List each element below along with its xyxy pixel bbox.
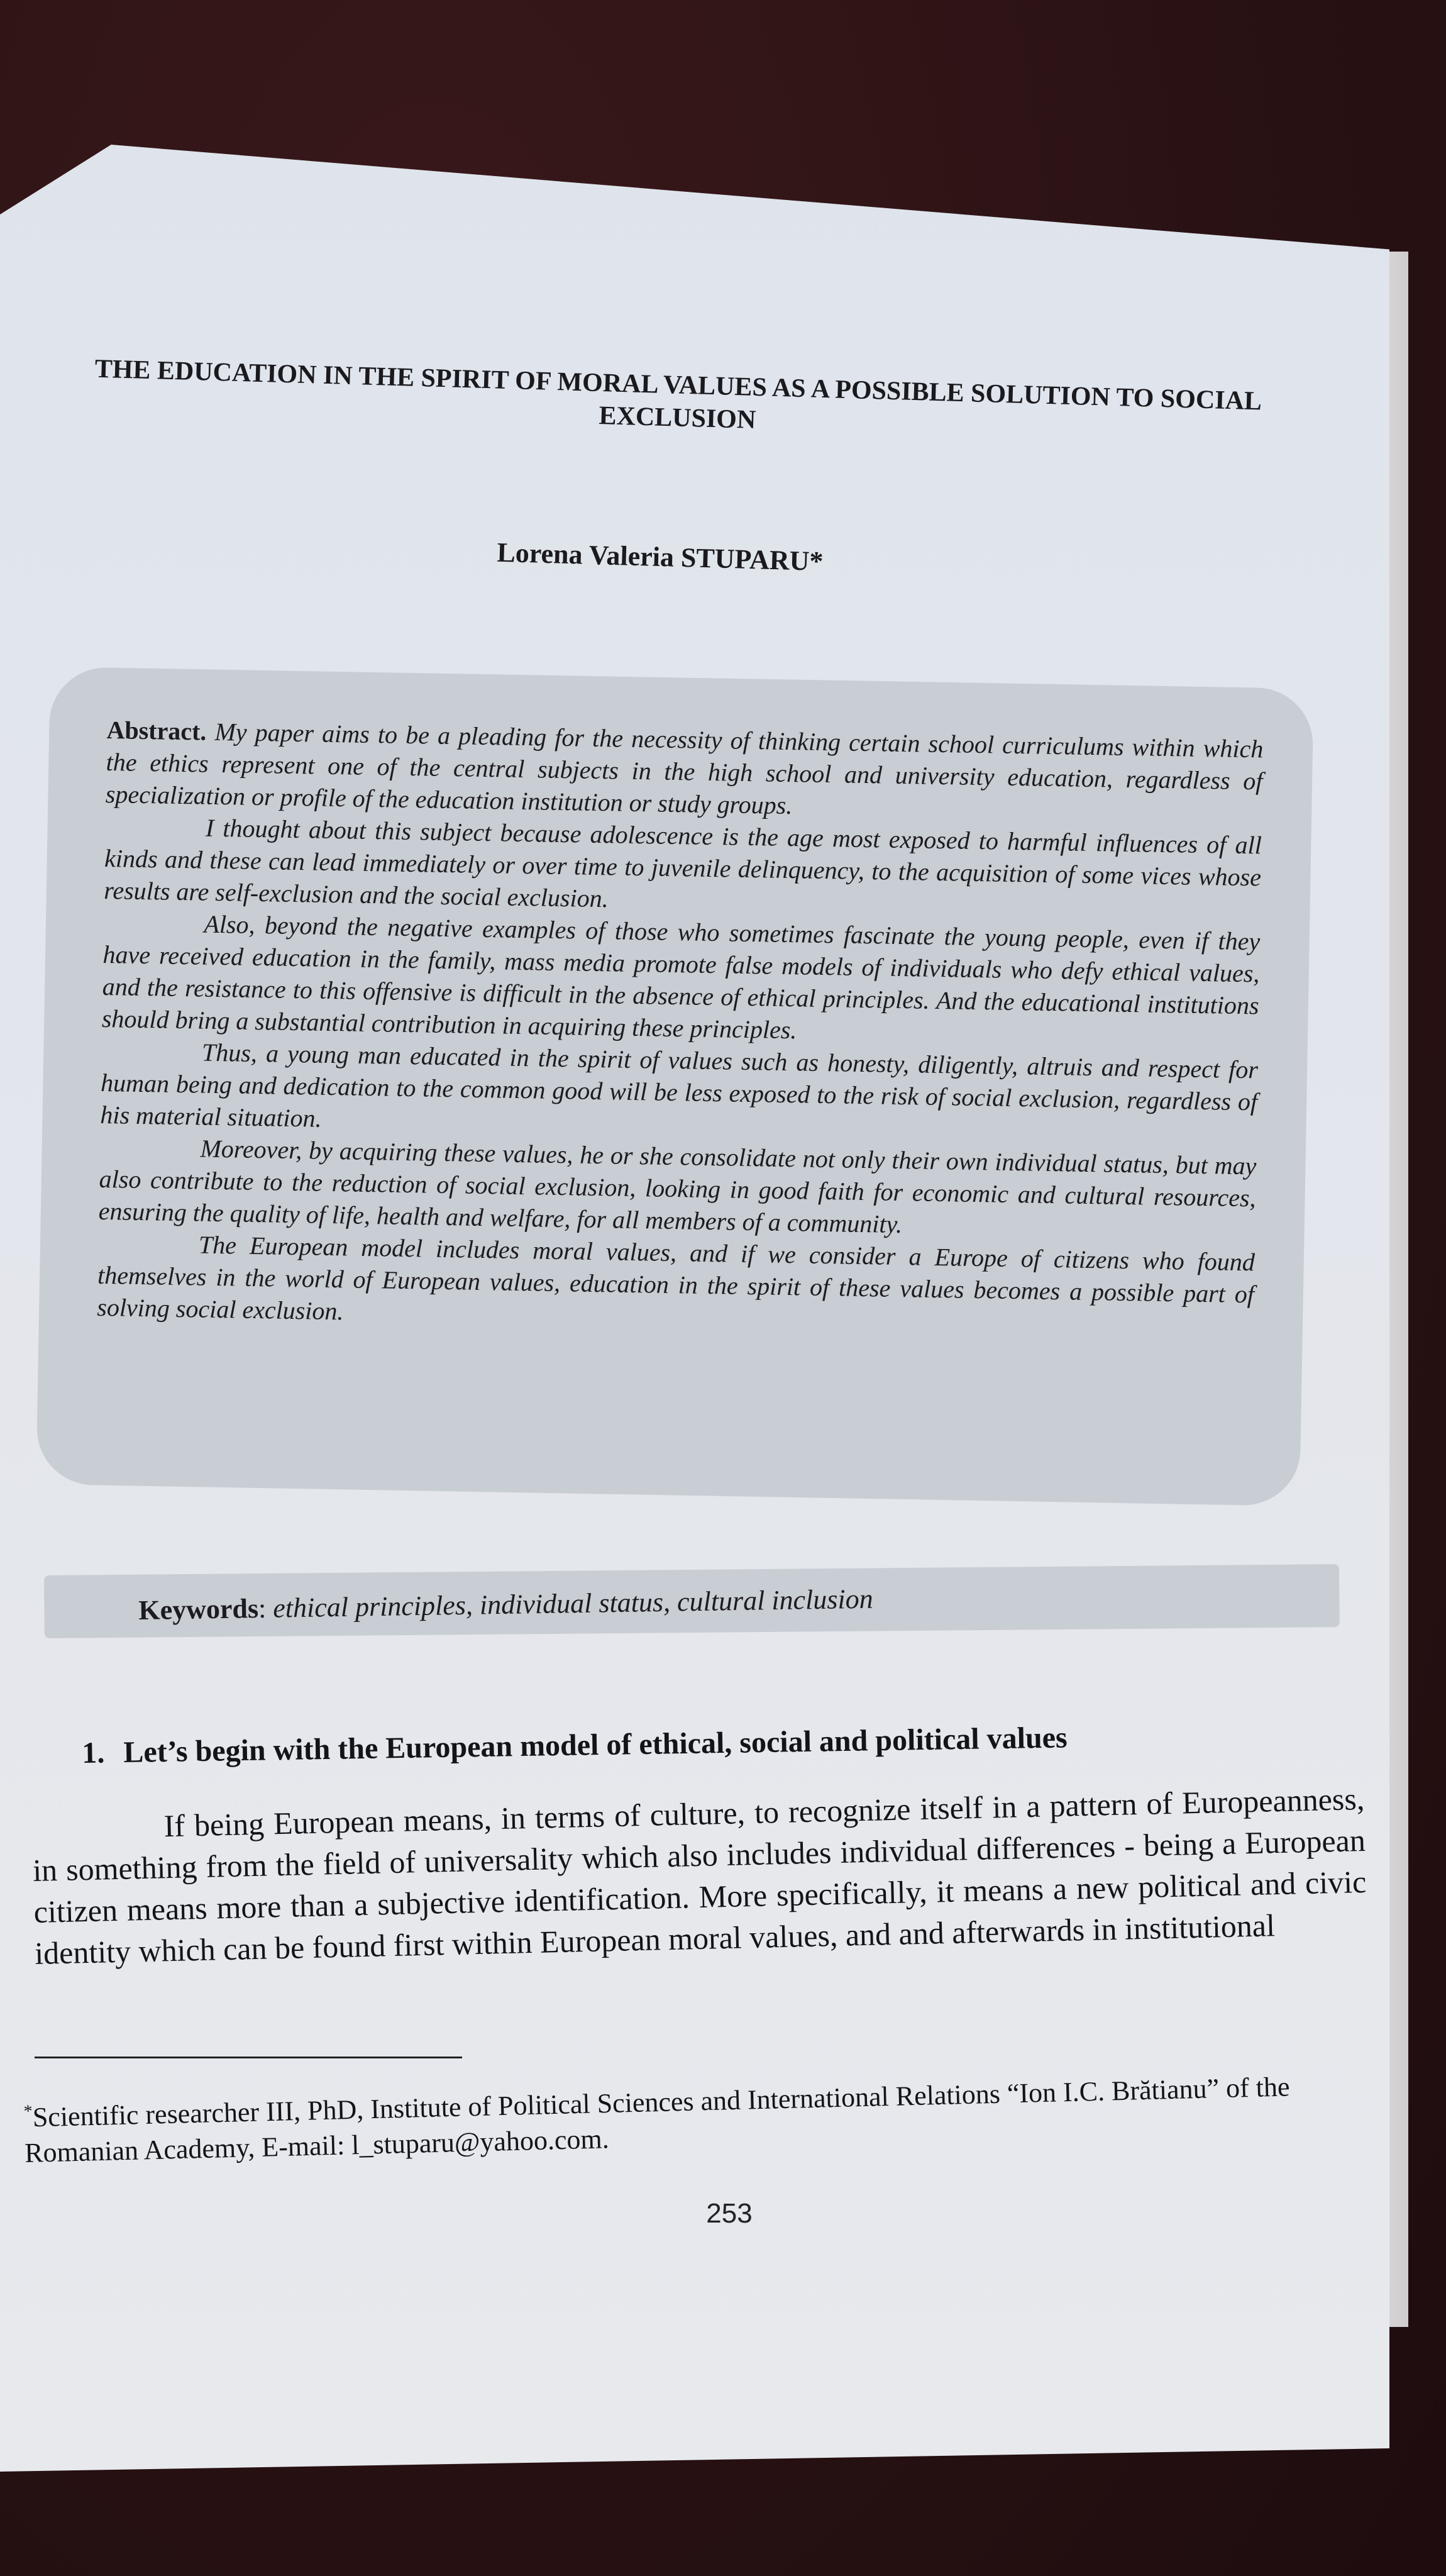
- section-body: [31, 1778, 1367, 1974]
- footnote-marker: *: [23, 2101, 33, 2121]
- paper-title: THE EDUCATION IN THE SPIRIT OF MORAL VALUES AS A POSSIBLE SOLUTION TO SOCIAL EXCLUSION: [94, 354, 1262, 435]
- abstract-paragraph-6: The European model includes moral values, and if we consider a Europe of citizens who found themselves in the world of European values, education in the spirit of these values becomes a possible part of solving social exclusion.: [96, 1230, 1256, 1326]
- abstract-paragraph-4: Thus, a young man educated in the spirit of values such as honesty, diligently, altruis and respect for human being and dedication to the common good will be less exposed to the risk of social exclusion, regardless of his material situation.: [100, 1038, 1259, 1133]
- section-title: Let’s begin with the European model of ethical, social and political values: [123, 1721, 1068, 1769]
- section-number: 1.: [82, 1736, 105, 1770]
- abstract-paragraph-3: Also, beyond the negative examples of those who sometimes fascinate the young people, even if they have received education in the family, mass media promote false models of individuals who defy ethical values, and the resistance to this offensive is difficult in the absence of ethical principles. And the educational institutions should bring a substantial contribution in acquiring these principles.: [101, 909, 1261, 1045]
- keywords-separator: :: [258, 1592, 267, 1624]
- footnote: [22, 2011, 1376, 2170]
- footnote-paragraph: [23, 2061, 1376, 2170]
- abstract-paragraph-2: I thought about this subject because adolescence is the age most exposed to harmful influences of all kinds and these can lead immediately or over time to juvenile delinquency, to the acquisition of some vices whose results are self-exclusion and the social exclusion.: [103, 813, 1262, 913]
- author-name: Lorena Valeria STUPARU*: [496, 536, 824, 577]
- keywords-label: Keywords: [138, 1593, 259, 1626]
- abstract: [97, 714, 1264, 1342]
- abstract-paragraph-1: [105, 714, 1263, 829]
- section-heading: [82, 1717, 1277, 1770]
- abstract-label: Abstract.: [106, 715, 207, 746]
- abstract-paragraph-5: Moreover, by acquiring these values, he or she consolidate not only their own individual status, but may also contribute to the reduction of social exclusion, looking in good faith for economic and cultural resources, ensuring the quality of life, health and welfare, for all members of a community.: [98, 1134, 1257, 1239]
- keywords-value: ethical principles, individual status, cultural inclusion: [272, 1583, 874, 1624]
- page-number: 253: [706, 2198, 753, 2229]
- abstract-text-1: My paper aims to be a pleading for the necessity of thinking certain school curriculums within which the ethics represent one of the central subjects in the high school and university education, regardless of specialization or profile of the education institution or study groups.: [105, 717, 1264, 820]
- footnote-text: Scientific researcher III, PhD, Institute of Political Sciences and International Relations “Ion I.C. Brătianu” of the Romanian Academy, E-mail: l_stuparu@yahoo.com.: [24, 2071, 1291, 2168]
- body-paragraph-1: If being European means, in terms of culture, to recognize itself in a pattern of Europeanness, in something from the field of universality which also includes individual differences - being a European citizen means more than a subjective identification. More specifically, it means a new political and civic identity which can be found first within European moral values, and and afterwards in institutional: [32, 1780, 1367, 1971]
